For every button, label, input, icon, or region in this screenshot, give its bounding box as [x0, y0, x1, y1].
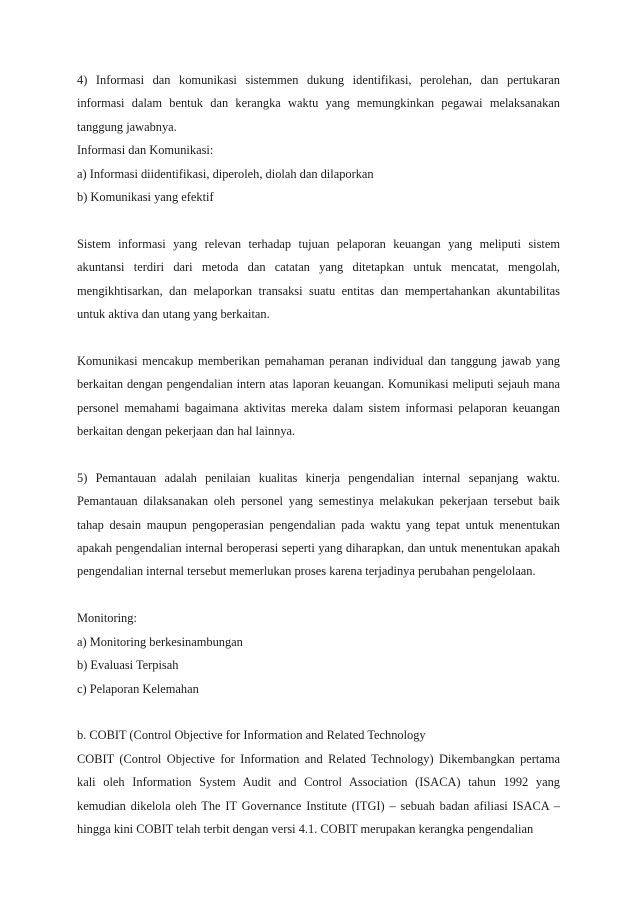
list-item-monitoring-c: c) Pelaporan Kelemahan [77, 681, 199, 696]
list-item-informasi-a: a) Informasi diidentifikasi, diperoleh, diolah dan dilaporkan [77, 166, 374, 181]
paragraph-pemantauan: 5) Pemantauan adalah penilaian kualitas kinerja pengendalian internal sepanjang waktu. Pemantauan dilaksanakan oleh personel yang semestinya melakukan pekerjaan tersebut baik tahap desain maupun pengoperasian pengendalian pada waktu yang tepat untuk menentukan apakah pengendalian internal beroperasi seperti yang diharapkan, dan untuk menentukan apakah pengendalian internal tersebut memerlukan proses karena terjadinya perubahan pengelolaan. [77, 470, 560, 579]
paragraph-spacer [77, 443, 560, 466]
paragraph-komunikasi: Komunikasi mencakup memberikan pemahaman peranan individual dan tanggung jawab yang berkaitan dengan pengendalian intern atas laporan keuangan. Komunikasi meliputi sejauh mana personel memahami bagaimana aktivitas mereka dalam sistem informasi pelaporan keuangan berkaitan dengan pekerjaan dan hal lainnya. [77, 353, 560, 439]
list-item-monitoring-b: b) Evaluasi Terpisah [77, 658, 179, 673]
paragraph-cobit: COBIT (Control Objective for Information and Related Technology) Dikembangkan pertama kali oleh Information System Audit and Control Association (ISACA) tahun 1992 yang kemudian dikelola oleh The IT Governance Institute (ITGI) – sebuah badan afiliasi ISACA – hingga kini COBIT telah terbit dengan versi 4.1. COBIT merupakan kerangka pengendalian [77, 751, 560, 836]
list-item-informasi-b: b) Komunikasi yang efektif [77, 190, 214, 205]
heading-monitoring: Monitoring: [77, 611, 137, 626]
heading-cobit: b. COBIT (Control Objective for Information and Related Technology [77, 728, 426, 743]
list-item-monitoring-a: a) Monitoring berkesinambungan [77, 634, 243, 649]
paragraph-spacer [77, 326, 560, 349]
paragraph-spacer [77, 701, 560, 724]
paragraph-sistem-informasi: Sistem informasi yang relevan terhadap tujuan pelaporan keuangan yang meliputi sistem akuntansi terdiri dari metoda dan catatan yang ditetapkan untuk mencatat, mengolah, mengikhtisarkan, dan melaporkan transaksi suatu entitas dan mempertahankan akuntabilitas untuk aktiva dan utang yang berkaitan. [77, 236, 560, 322]
document-page [77, 69, 560, 841]
paragraph-informasi-komunikasi: 4) Informasi dan komunikasi sistemmen dukung identifikasi, perolehan, dan pertukaran informasi dalam bentuk dan kerangka waktu yang memungkinkan pegawai melaksanakan tanggung jawabnya. [77, 73, 560, 134]
heading-informasi-komunikasi: Informasi dan Komunikasi: [77, 143, 214, 158]
paragraph-spacer [77, 584, 560, 607]
paragraph-spacer [77, 209, 560, 232]
